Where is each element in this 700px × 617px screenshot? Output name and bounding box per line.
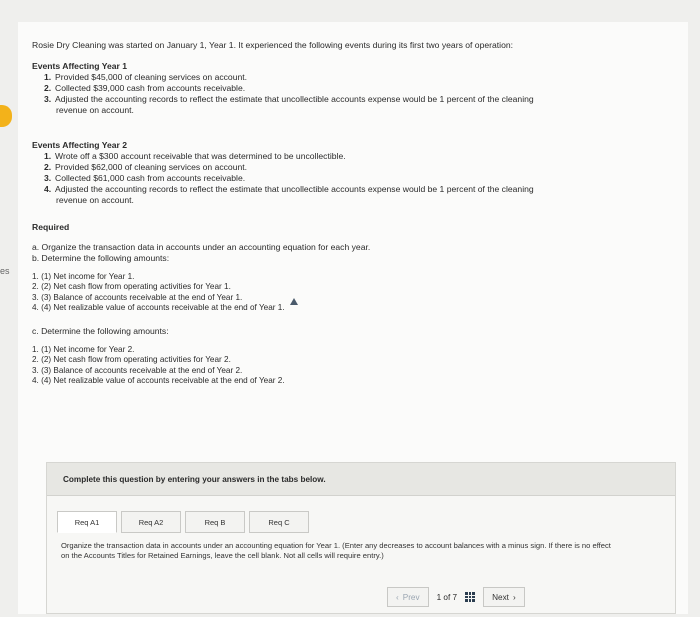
grid-icon[interactable] bbox=[465, 592, 475, 602]
list-item: 2. (2) Net cash flow from operating activities for Year 1. bbox=[32, 282, 231, 292]
next-label: Next bbox=[492, 592, 509, 602]
required-c-items bbox=[32, 345, 672, 387]
prev-label: Prev bbox=[402, 592, 420, 602]
list-item: 4. (4) Net realizable value of accounts receivable at the end of Year 1. bbox=[32, 303, 285, 313]
tab-req-c[interactable]: Req C bbox=[249, 511, 309, 533]
tab-req-a2[interactable]: Req A2 bbox=[121, 511, 181, 533]
list-item: 3. (3) Balance of accounts receivable at the end of Year 2. bbox=[32, 365, 243, 375]
req-tabs bbox=[57, 511, 309, 533]
required-b: b. Determine the following amounts: bbox=[32, 252, 170, 263]
question-page bbox=[18, 22, 688, 614]
list-item: 4. Adjusted the accounting records to reflect the estimate that uncollectible accounts expense would be 1 percent of the cleaning revenue on account. bbox=[44, 184, 534, 205]
required-c: c. Determine the following amounts: bbox=[32, 325, 169, 336]
list-item: 1. (1) Net income for Year 2. bbox=[32, 344, 135, 354]
panel-header: Complete this question by entering your answers in the tabs below. bbox=[47, 463, 675, 496]
required-title: Required bbox=[32, 222, 70, 232]
tab-req-a1[interactable]: Req A1 bbox=[57, 511, 117, 533]
question-marker bbox=[0, 105, 12, 127]
problem-intro: Rosie Dry Cleaning was started on January 1, Year 1. It experienced the following events during its first two years of operation: bbox=[32, 40, 514, 50]
required-a: a. Organize the transaction data in accounts under an accounting equation for each year. bbox=[32, 241, 371, 252]
next-button[interactable] bbox=[483, 587, 525, 607]
sidebar-text-fragment: es bbox=[0, 266, 10, 276]
tab-req-b[interactable]: Req B bbox=[185, 511, 245, 533]
tab-instruction: Organize the transaction data in accounts under an accounting equation for Year 1. (Enter any decreases to account balances with a minus sign. If there is no effect on the Accounts Titles for Retained Earnings, leave the cell blank. Not all cells will require entry.) bbox=[61, 541, 611, 560]
year1-events bbox=[32, 72, 672, 116]
list-item: 3. Collected $61,000 cash from accounts receivable. bbox=[44, 173, 246, 183]
page-indicator: 1 of 7 bbox=[436, 592, 458, 602]
year2-events bbox=[32, 151, 672, 206]
chevron-right-icon: › bbox=[512, 592, 516, 602]
answer-panel bbox=[46, 462, 676, 614]
list-item: 2. Collected $39,000 cash from accounts receivable. bbox=[44, 83, 246, 93]
list-item: 2. Provided $62,000 of cleaning services on account. bbox=[44, 162, 248, 172]
list-item: 2. (2) Net cash flow from operating activities for Year 2. bbox=[32, 355, 231, 365]
year2-title: Events Affecting Year 2 bbox=[32, 140, 128, 150]
list-item: 3. (3) Balance of accounts receivable at the end of Year 1. bbox=[32, 292, 243, 302]
list-item: 3. Adjusted the accounting records to reflect the estimate that uncollectible accounts expense would be 1 percent of the cleaning revenue on account. bbox=[44, 94, 534, 115]
list-item: 1. Provided $45,000 of cleaning services on account. bbox=[44, 72, 248, 82]
mouse-cursor-icon bbox=[290, 298, 298, 305]
required-b-items bbox=[32, 272, 672, 314]
list-item: 1. (1) Net income for Year 1. bbox=[32, 271, 135, 281]
chevron-left-icon: ‹ bbox=[396, 592, 399, 602]
list-item: 4. (4) Net realizable value of accounts receivable at the end of Year 2. bbox=[32, 376, 285, 386]
prev-button[interactable] bbox=[387, 587, 429, 607]
problem-content bbox=[32, 40, 672, 387]
list-item: 1. Wrote off a $300 account receivable that was determined to be uncollectible. bbox=[44, 151, 346, 161]
year1-title: Events Affecting Year 1 bbox=[32, 61, 128, 71]
pagination bbox=[387, 587, 525, 607]
